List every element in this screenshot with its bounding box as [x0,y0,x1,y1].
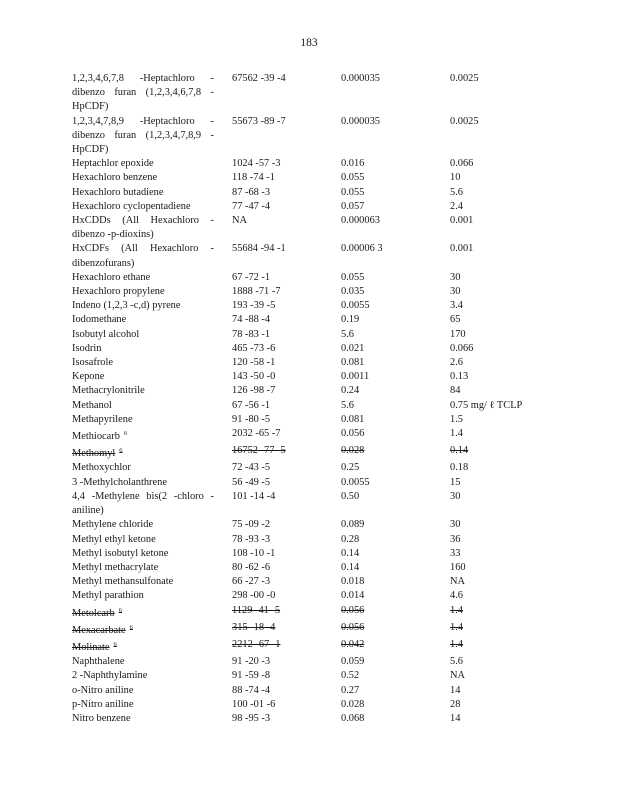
nonwastewater-standard: 5.6 [450,186,463,198]
constituent-name [72,575,232,589]
constituent-name-text: Iodomethane [72,314,127,326]
table-row [72,242,592,270]
nonwastewater-standard: 0.0025 [450,115,479,127]
page-number: 183 [300,37,318,49]
cas-number: 77 -47 -4 [232,200,271,212]
table-row [72,115,592,158]
nonwastewater-standard: 1.5 [450,413,463,425]
constituent-name [72,490,232,518]
wastewater-standard: 0.00006 3 [341,243,383,255]
wastewater-standard: 0.068 [341,712,365,724]
wastewater-standard: 0.50 [341,490,360,502]
table-row [72,214,592,242]
nonwastewater-standard: 15 [450,476,461,488]
constituent-name-text: Methyl methacrylate [72,561,159,573]
constituents-table-body [72,72,592,726]
footnote-marker: 6 [118,606,122,614]
constituent-name-text: Kepone [72,371,105,383]
constituent-name-text: Hexachloro propylene [72,286,165,298]
constituent-name [72,115,232,158]
nonwastewater-standard: 1.4 [450,621,463,633]
cas-number: 101 -14 -4 [232,490,276,502]
constituent-name [72,712,232,726]
wastewater-standard: 0.25 [341,462,360,474]
footnote-marker: 6 [129,623,133,631]
cas-number: 193 -39 -5 [232,300,276,312]
nonwastewater-standard: 28 [450,698,461,710]
nonwastewater-standard: NA [450,670,466,682]
nonwastewater-standard: 0.066 [450,158,474,170]
nonwastewater-standard: 1.4 [450,604,463,616]
constituent-name [72,589,232,603]
cas-number: 55684 -94 -1 [232,243,286,255]
cas-number: 74 -88 -4 [232,314,271,326]
wastewater-standard: 0.27 [341,684,360,696]
constituent-name-text: Methoxychlor [72,462,131,474]
constituent-name [72,399,232,413]
table-row [72,399,592,413]
constituent-name-text: Hexachloro benzene [72,172,158,184]
cas-number: 16752 -77 -5 [232,445,286,457]
footnote-marker: 6 [123,430,128,438]
constituent-name [72,370,232,384]
cas-number: 67 -72 -1 [232,271,271,283]
nonwastewater-standard: NA [450,576,466,588]
wastewater-standard: 5.6 [341,399,354,411]
cas-number: 120 -58 -1 [232,357,276,369]
table-row [72,575,592,589]
nonwastewater-standard: 84 [450,385,461,397]
nonwastewater-standard: 10 [450,172,461,184]
nonwastewater-standard: 36 [450,533,461,545]
cas-number: 143 -50 -0 [232,371,276,383]
cas-number: 1888 -71 -7 [232,286,281,298]
wastewater-standard: 0.000063 [341,215,380,227]
wastewater-standard: 0.0011 [341,371,370,383]
table-row [72,638,592,655]
footnote-marker: 6 [113,640,117,648]
nonwastewater-standard: 170 [450,328,466,340]
cas-number: 1024 -57 -3 [232,158,281,170]
constituent-name-text: 1,2,3,4,6,7,8 -Heptachloro - dibenzo furan (1,2,3,4,6,7,8 - HpCDF) [72,73,214,113]
nonwastewater-standard: 14 [450,684,461,696]
cas-number: 2212 -67 -1 [232,638,281,650]
nonwastewater-standard: 2.6 [450,357,463,369]
constituent-name [72,638,232,655]
constituent-name-text: 1,2,3,4,7,8,9 -Heptachloro - dibenzo furan (1,2,3,4,7,8,9 - HpCDF) [72,115,214,156]
constituent-name [72,171,232,185]
cas-number: 66 -27 -3 [232,576,271,588]
table-row [72,313,592,327]
wastewater-standard: 0.056 [341,604,365,616]
nonwastewater-standard: 4.6 [450,590,463,602]
cas-number: 91 -59 -8 [232,670,271,682]
constituent-name-text: Isosafrole [72,357,113,369]
cas-number: 56 -49 -5 [232,476,271,488]
wastewater-standard: 0.016 [341,158,365,170]
table-row [72,655,592,669]
wastewater-standard: 0.028 [341,698,365,710]
constituent-name-text: Methyl isobutyl ketone [72,547,169,559]
cas-number: NA [232,215,248,227]
constituent-name [72,427,232,444]
nonwastewater-standard: 0.0025 [450,73,479,84]
wastewater-standard: 0.035 [341,286,365,298]
table-row [72,157,592,171]
constituent-name-text: Mexacarbate [72,624,126,636]
constituent-name [72,698,232,712]
constituent-name-text: Methapyrilene [72,413,133,425]
wastewater-standard: 0.14 [341,547,360,559]
wastewater-standard: 0.055 [341,271,365,283]
constituent-name-text: Methyl ethyl ketone [72,533,156,545]
cas-number: 75 -09 -2 [232,519,271,531]
cas-number: 91 -20 -3 [232,656,271,668]
table-row [72,285,592,299]
constituent-name [72,518,232,532]
table-row [72,356,592,370]
nonwastewater-standard: 160 [450,561,466,573]
constituent-name-text: 3 -Methylcholanthrene [72,476,167,488]
cas-number: 78 -83 -1 [232,328,271,340]
constituent-name [72,655,232,669]
table-row [72,561,592,575]
constituent-name [72,313,232,327]
constituent-name [72,533,232,547]
table-row [72,476,592,490]
constituent-name-text: Methyl parathion [72,590,144,602]
table-row [72,490,592,518]
cas-number: 72 -43 -5 [232,462,271,474]
constituent-name-text: Methanol [72,399,112,411]
cas-number: 55673 -89 -7 [232,115,286,127]
constituent-name [72,186,232,200]
constituent-name-text: o-Nitro aniline [72,684,134,696]
cas-number: 88 -74 -4 [232,684,271,696]
wastewater-standard: 0.24 [341,385,360,397]
nonwastewater-standard: 0.066 [450,342,474,354]
wastewater-standard: 0.28 [341,533,360,545]
wastewater-standard: 0.057 [341,200,365,212]
constituent-name [72,200,232,214]
wastewater-standard: 0.018 [341,576,365,588]
constituent-name [72,299,232,313]
wastewater-standard: 0.19 [341,314,360,326]
wastewater-standard: 0.055 [341,186,365,198]
table-row [72,427,592,444]
wastewater-standard: 0.056 [341,621,365,633]
nonwastewater-standard: 1.4 [450,428,463,440]
constituent-name-text: Metolcarb [72,607,115,619]
constituent-name-text: 2 -Naphthylamine [72,670,148,682]
wastewater-standard: 0.14 [341,561,360,573]
constituent-name-text: Naphthalene [72,656,125,668]
constituent-name-text: Methyl methansulfonate [72,576,174,588]
constituent-name [72,621,232,638]
cas-number: 67562 -39 -4 [232,73,286,84]
constituent-name [72,461,232,475]
table-row [72,547,592,561]
constituent-name [72,72,232,115]
wastewater-standard: 0.081 [341,413,365,425]
nonwastewater-standard: 0.14 [450,445,469,457]
nonwastewater-standard: 0.75 mg/ ℓ TCLP [450,399,523,411]
wastewater-standard: 0.059 [341,656,365,668]
wastewater-standard: 0.055 [341,172,365,184]
table-row [72,444,592,461]
constituent-name [72,384,232,398]
cas-number: 1129 -41 -5 [232,604,281,616]
cas-number: 98 -95 -3 [232,712,271,724]
wastewater-standard: 0.056 [341,428,365,440]
nonwastewater-standard: 2.4 [450,200,463,212]
constituent-name [72,271,232,285]
constituent-name-text: HxCDDs (All Hexachloro - dibenzo -p-dioxins) [72,215,214,241]
constituent-name-text: Methacrylonitrile [72,385,145,397]
constituent-name-text: Indeno (1,2,3 -c,d) pyrene [72,300,181,312]
cas-number: 118 -74 -1 [232,172,275,184]
wastewater-standard: 0.000035 [341,115,380,127]
table-row [72,684,592,698]
cas-number: 67 -56 -1 [232,399,271,411]
table-row [72,698,592,712]
cas-number: 87 -68 -3 [232,186,271,198]
constituent-name [72,604,232,621]
table-row [72,299,592,313]
nonwastewater-standard: 1.4 [450,638,463,650]
constituent-name-text: Methylene chloride [72,519,154,531]
cas-number: 100 -01 -6 [232,698,276,710]
nonwastewater-standard: 0.001 [450,215,474,227]
wastewater-standard: 0.021 [341,342,365,354]
nonwastewater-standard: 65 [450,314,461,326]
table-row [72,171,592,185]
nonwastewater-standard: 30 [450,286,461,298]
nonwastewater-standard: 3.4 [450,300,463,312]
nonwastewater-standard: 0.001 [450,243,474,255]
constituent-name [72,476,232,490]
nonwastewater-standard: 5.6 [450,656,463,668]
constituent-name [72,342,232,356]
table-row [72,533,592,547]
table-row [72,384,592,398]
table-row [72,589,592,603]
nonwastewater-standard: 30 [450,490,461,502]
constituent-name-text: Hexachloro ethane [72,271,151,283]
wastewater-standard: 0.000035 [341,73,380,84]
table-row [72,328,592,342]
nonwastewater-standard: 0.13 [450,371,469,383]
wastewater-standard: 0.0055 [341,300,370,312]
nonwastewater-standard: 30 [450,519,461,531]
nonwastewater-standard: 14 [450,712,461,724]
table-row [72,413,592,427]
constituent-name-text: Isobutyl alcohol [72,328,140,340]
cas-number: 108 -10 -1 [232,547,276,559]
cas-number: 2032 -65 -7 [232,428,281,440]
constituent-name-text: Isodrin [72,342,102,354]
constituent-name [72,684,232,698]
wastewater-standard: 5.6 [341,328,354,340]
constituent-name-text: p-Nitro aniline [72,698,134,710]
table-row [72,518,592,532]
table-row [72,461,592,475]
cas-number: 91 -80 -5 [232,413,271,425]
table-row [72,72,592,115]
constituent-name-text: HxCDFs (All Hexachloro - dibenzofurans) [72,243,214,269]
cas-number: 298 -00 -0 [232,590,276,602]
table-row [72,669,592,683]
constituent-name [72,669,232,683]
constituent-name-text: Heptachlor epoxide [72,158,154,170]
cas-number: 80 -62 -6 [232,561,271,573]
table-row [72,186,592,200]
wastewater-standard: 0.52 [341,670,360,682]
constituent-name [72,413,232,427]
wastewater-standard: 0.042 [341,638,365,650]
constituent-name-text: Methiocarb [72,431,120,443]
table-row [72,370,592,384]
constituents-table [72,72,592,726]
constituent-name [72,285,232,299]
wastewater-standard: 0.089 [341,519,365,531]
table-row [72,621,592,638]
constituent-name [72,157,232,171]
constituent-name-text: 4,4 -Methylene bis(2 -chloro - aniline) [72,490,214,517]
table-row [72,200,592,214]
footnote-marker: 6 [119,447,123,455]
cas-number: 315 -18 -4 [232,621,276,633]
table-row [72,604,592,621]
table-row [72,271,592,285]
constituent-name [72,356,232,370]
constituent-name-text: Molinate [72,641,110,653]
cas-number: 78 -93 -3 [232,533,271,545]
constituent-name-text: Hexachloro butadiene [72,186,164,198]
nonwastewater-standard: 30 [450,271,461,283]
constituent-name [72,328,232,342]
constituent-name [72,214,232,242]
wastewater-standard: 0.0055 [341,476,370,488]
cas-number: 126 -98 -7 [232,385,276,397]
nonwastewater-standard: 33 [450,547,461,559]
wastewater-standard: 0.014 [341,590,365,602]
constituent-name-text: Nitro benzene [72,712,131,724]
constituent-name [72,444,232,461]
constituent-name-text: Hexachloro cyclopentadiene [72,200,191,212]
constituent-name [72,561,232,575]
cas-number: 465 -73 -6 [232,342,276,354]
nonwastewater-standard: 0.18 [450,462,469,474]
table-row [72,342,592,356]
wastewater-standard: 0.028 [341,445,365,457]
constituent-name [72,242,232,270]
table-row [72,712,592,726]
wastewater-standard: 0.081 [341,357,365,369]
constituent-name-text: Methomyl [72,448,116,460]
constituent-name [72,547,232,561]
